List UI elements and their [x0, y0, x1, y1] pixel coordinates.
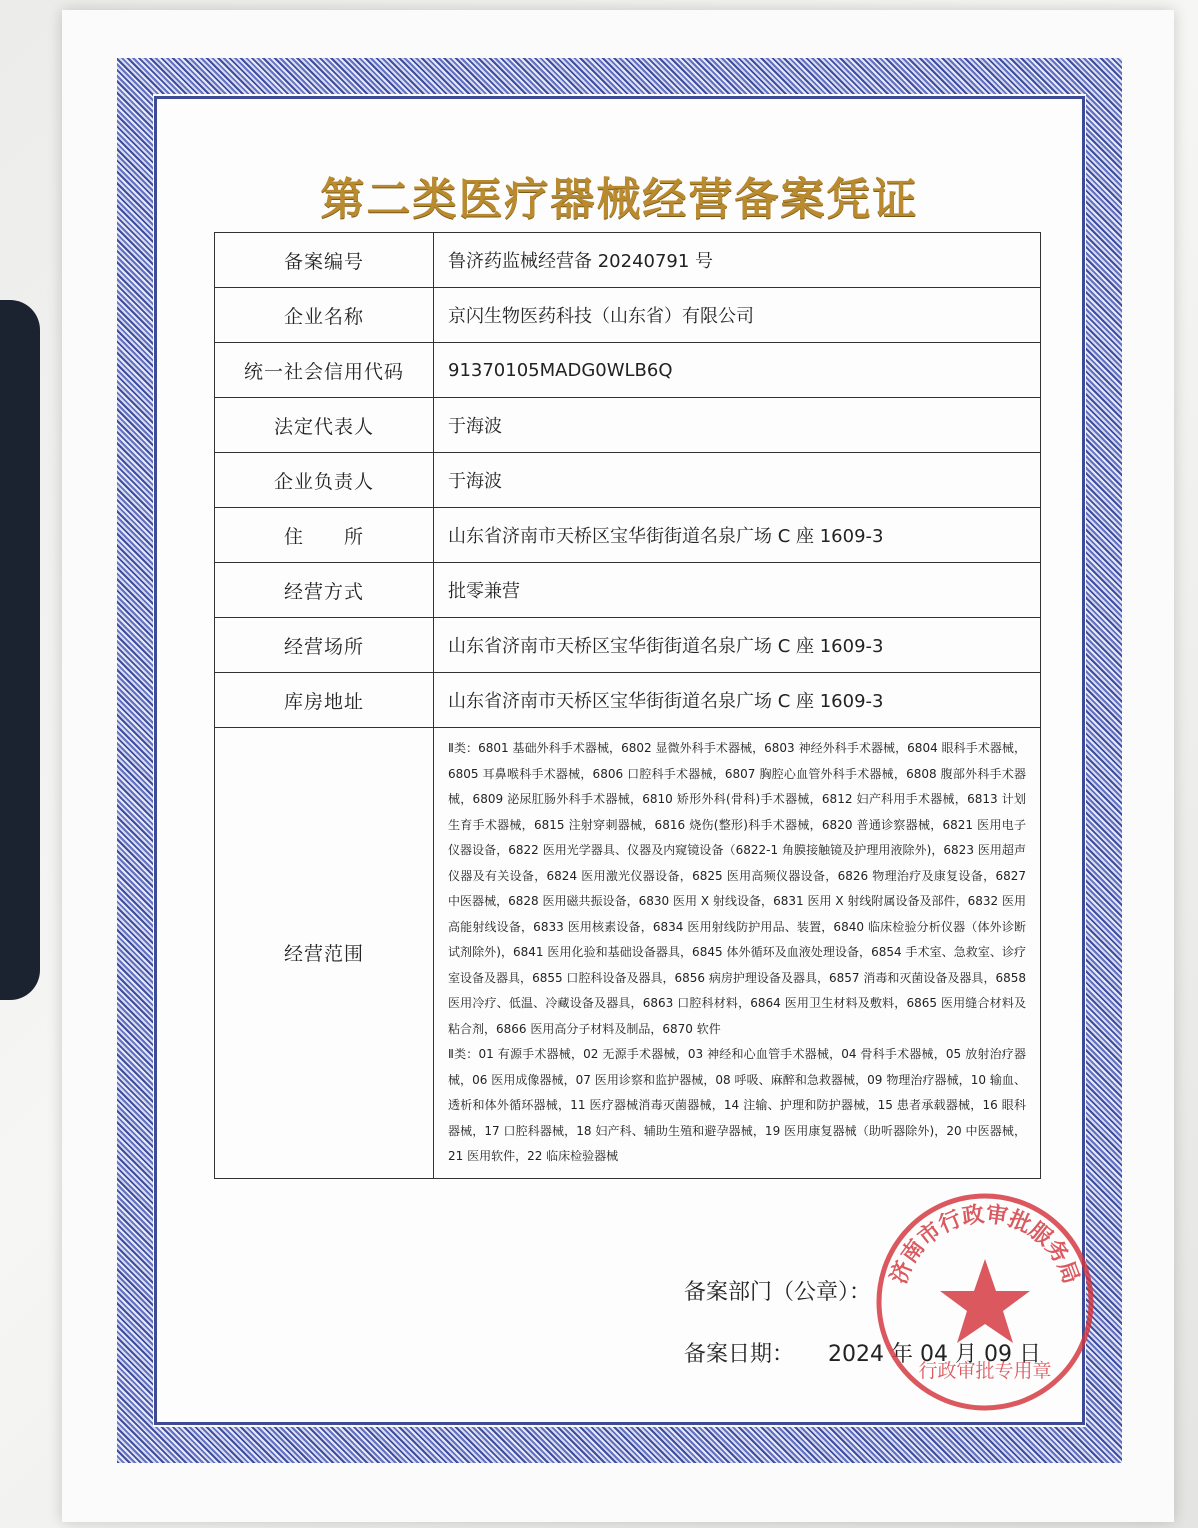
- business-scope-text: [434, 728, 1041, 1179]
- row-value-business-premises: 山东省济南市天桥区宝华街街道名泉广场 C 座 1609-3: [434, 618, 1041, 673]
- row-value-record-number: 鲁济药监械经营备 20240791 号: [434, 233, 1041, 288]
- filing-date-value: 2024 年 04 月 09 日: [828, 1342, 1041, 1367]
- row-label-legal-rep: 法定代表人: [215, 398, 434, 453]
- table-row: [215, 618, 1041, 673]
- official-seal: [870, 1187, 1100, 1417]
- star-icon: [940, 1259, 1030, 1343]
- table-row-scope: [215, 728, 1041, 1179]
- row-value-domicile: 山东省济南市天桥区宝华街街道名泉广场 C 座 1609-3: [434, 508, 1041, 563]
- row-value-company-name: 京闪生物医药科技（山东省）有限公司: [434, 288, 1041, 343]
- background-cloth: [0, 300, 40, 1000]
- row-label-domicile: 住 所: [215, 508, 434, 563]
- filing-date-label: 备案日期：: [684, 1342, 795, 1367]
- certificate-title: 第二类医疗器械经营备案凭证: [320, 174, 919, 225]
- row-value-person-in-charge: 于海波: [434, 453, 1041, 508]
- row-label-business-scope: 经营范围: [215, 728, 434, 1179]
- scope-paragraph-1: Ⅱ类：6801 基础外科手术器械，6802 显微外科手术器械，6803 神经外科手术器械，6804 眼科手术器械，6805 耳鼻喉科手术器械，6806 口腔科手术器械，6807 胸腔心血管外科手术器械，6808 腹部外科手术器械，6809 泌尿肛肠外科手术器械，6810 矫形外科(骨科)手术器械，6812 妇产科用手术器械，6813 计划生育手术器械，6815 注射穿刺器械，6816 烧伤(整形)科手术器械，6820 普通诊察器械，6821 医用电子仪器设备，6822 医用光学器具、仪器及内窥镜设备（6822-1 角膜接触镜及护理用液除外)，6823 医用超声仪器及有关设备，6824 医用激光仪器设备，6825 医用高频仪器设备，6826 物理治疗及康复设备，6827 中医器械，6828 医用磁共振设备，6830 医用 X 射线设备，6831 医用 X 射线附属设备及部件，6832 医用高能射线设备，6833 医用核素设备，6834 医用射线防护用品、装置，6840 临床检验分析仪器（体外诊断试剂除外)，6841 医用化验和基础设备器具，6845 体外循环及血液处理设备，6854 手术室、急救室、诊疗室设备及器具，6855 口腔科设备及器具，6856 病房护理设备及器具，6857 消毒和灭菌设备及器具，6858 医用冷疗、低温、冷藏设备及器具，6863 口腔科材料，6864 医用卫生材料及敷料，6865 医用缝合材料及粘合剂，6866 医用高分子材料及制品，6870 软件: [448, 741, 1026, 1036]
- row-label-business-mode: 经营方式: [215, 563, 434, 618]
- table-row: [215, 398, 1041, 453]
- filing-department-label: 备案部门（公章）：: [684, 1280, 872, 1305]
- table-row: [215, 453, 1041, 508]
- row-value-legal-rep: 于海波: [434, 398, 1041, 453]
- row-label-company-name: 企业名称: [215, 288, 434, 343]
- row-label-credit-code: 统一社会信用代码: [215, 343, 434, 398]
- record-table: [214, 232, 1041, 1179]
- table-row: [215, 673, 1041, 728]
- table-row: [215, 288, 1041, 343]
- scope-paragraph-2: Ⅱ类：01 有源手术器械，02 无源手术器械，03 神经和心血管手术器械，04 骨科手术器械，05 放射治疗器械，06 医用成像器械，07 医用诊察和监护器械，08 呼吸、麻醉和急救器械，09 物理治疗器械，10 输血、透析和体外循环器械，11 医疗器械消毒灭菌器械，14 注输、护理和防护器械，15 患者承载器械，16 眼科器械，17 口腔科器械，18 妇产科、辅助生殖和避孕器械，19 医用康复器械（助听器除外)，20 中医器械，21 医用软件，22 临床检验器械: [448, 1047, 1026, 1163]
- row-label-person-in-charge: 企业负责人: [215, 453, 434, 508]
- table-row: [215, 343, 1041, 398]
- table-row: [215, 233, 1041, 288]
- seal-ring-text: 济南市行政审批服务局: [886, 1202, 1084, 1288]
- table-row: [215, 563, 1041, 618]
- row-label-business-premises: 经营场所: [215, 618, 434, 673]
- seal-center-text: 行政审批专用章: [918, 1360, 1052, 1382]
- certificate-frame: [154, 96, 1085, 1425]
- row-value-warehouse-address: 山东省济南市天桥区宝华街街道名泉广场 C 座 1609-3: [434, 673, 1041, 728]
- row-value-business-mode: 批零兼营: [434, 563, 1041, 618]
- table-row: [215, 508, 1041, 563]
- certificate-paper: [62, 10, 1174, 1522]
- row-label-record-number: 备案编号: [215, 233, 434, 288]
- row-value-credit-code: 91370105MADG0WLB6Q: [434, 343, 1041, 398]
- row-label-warehouse-address: 库房地址: [215, 673, 434, 728]
